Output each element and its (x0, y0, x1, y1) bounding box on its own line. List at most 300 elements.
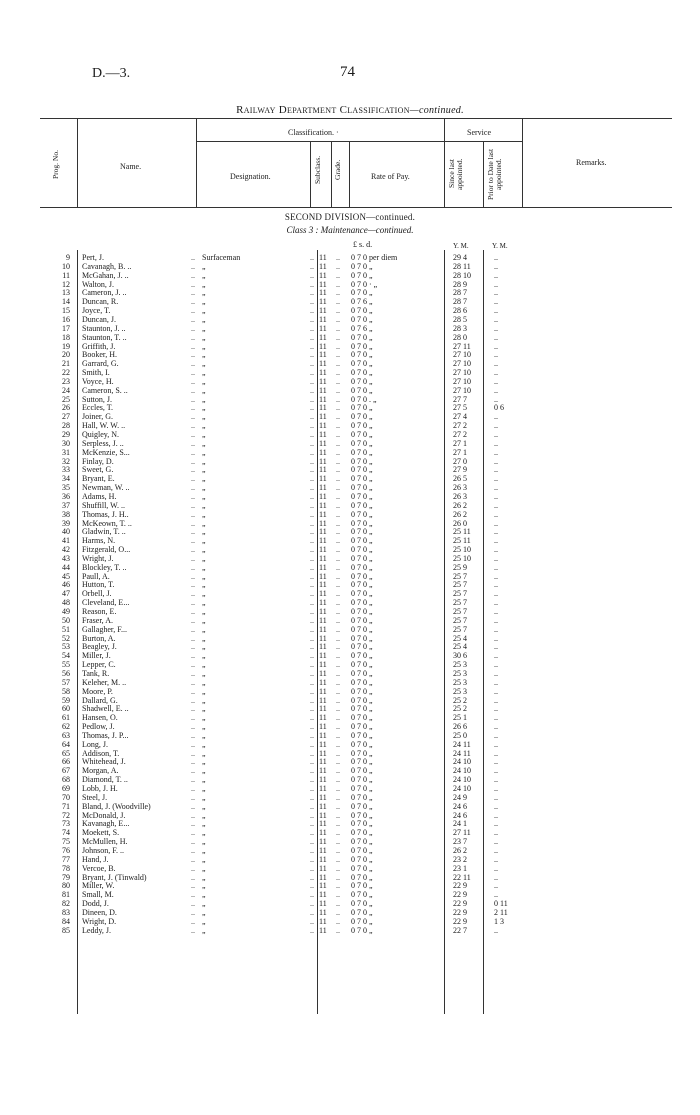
row-leader-dots: .. (191, 456, 195, 466)
row-service-prior: .. (494, 766, 498, 776)
row-prog-no: 31 (62, 447, 70, 457)
row-leader-dots: .. (310, 253, 314, 262)
row-designation: „ (202, 819, 206, 829)
row-leader-dots: .. (310, 350, 314, 360)
row-designation: „ (202, 580, 206, 590)
row-leader-dots: .. (191, 253, 195, 262)
row-subclass: 11 (319, 845, 327, 855)
row-name: Miller, W. (82, 881, 115, 891)
row-leader-dots: .. (310, 518, 314, 528)
row-leader-dots: .. (310, 279, 314, 289)
row-leader-dots: .. (191, 660, 195, 670)
money-units: £ s. d. (353, 240, 373, 249)
row-service-prior: .. (494, 633, 498, 643)
row-leader-dots: .. (191, 536, 195, 546)
row-prog-no: 67 (62, 766, 70, 776)
row-service-prior: .. (494, 810, 498, 820)
row-leader-dots: .. (310, 660, 314, 670)
row-service-since-last: 27 10 (453, 368, 471, 378)
row-leader-dots: .. (310, 722, 314, 732)
row-prog-no: 72 (62, 810, 70, 820)
row-leader-dots: .. (336, 332, 340, 342)
row-rate-of-pay: 0 7 0 „ (351, 801, 373, 811)
row-rate-of-pay: 0 7 0 „ (351, 483, 373, 493)
row-prog-no: 10 (62, 261, 70, 271)
row-prog-no: 63 (62, 730, 70, 740)
row-leader-dots: .. (310, 430, 314, 439)
row-service-prior: .. (494, 421, 498, 431)
row-subclass: 11 (319, 810, 327, 820)
row-service-prior: .. (494, 775, 498, 785)
row-leader-dots: .. (310, 907, 314, 917)
row-rate-of-pay: 0 7 0 „ (351, 739, 373, 749)
row-leader-dots: .. (336, 890, 340, 900)
row-name: Staunton, T. .. (82, 332, 127, 342)
row-subclass: 11 (319, 341, 327, 351)
row-name: Hansen, O. (82, 713, 118, 723)
row-designation: „ (202, 297, 206, 307)
row-leader-dots: .. (310, 562, 314, 572)
row-subclass: 11 (319, 306, 327, 316)
row-leader-dots: .. (336, 562, 340, 572)
row-subclass: 11 (319, 332, 327, 342)
row-leader-dots: .. (191, 828, 195, 838)
row-service-since-last: 24 10 (453, 784, 471, 793)
row-subclass: 11 (319, 553, 327, 563)
row-leader-dots: .. (336, 881, 340, 891)
row-service-since-last: 25 10 (453, 553, 471, 563)
row-name: McMullen, H. (82, 837, 128, 847)
row-leader-dots: .. (336, 350, 340, 360)
row-rate-of-pay: 0 7 0 „ (351, 748, 373, 758)
col-sep-8 (522, 118, 523, 208)
row-name: Fitzgerald, O... (82, 545, 131, 555)
row-name: Dineen, D. (82, 907, 117, 917)
row-designation: „ (202, 863, 206, 873)
row-service-prior: .. (494, 660, 498, 670)
row-designation: „ (202, 916, 206, 926)
row-service-since-last: 25 7 (453, 598, 467, 608)
row-service-since-last: 25 7 (453, 615, 467, 625)
row-service-since-last: 24 9 (453, 792, 467, 802)
row-subclass: 11 (319, 863, 327, 873)
row-prog-no: 65 (62, 748, 70, 758)
row-leader-dots: .. (191, 412, 195, 422)
row-prog-no: 55 (62, 660, 70, 670)
row-prog-no: 16 (62, 314, 70, 324)
row-service-prior: .. (494, 801, 498, 811)
row-rate-of-pay: 0 7 0 „ (351, 810, 373, 820)
row-leader-dots: .. (336, 722, 340, 732)
row-subclass: 11 (319, 730, 327, 740)
row-rate-of-pay: 0 7 0 „ (351, 270, 373, 280)
row-subclass: 11 (319, 642, 327, 652)
row-name: Beagley, J. (82, 642, 117, 652)
row-leader-dots: .. (191, 784, 195, 793)
row-leader-dots: .. (336, 730, 340, 740)
row-name: Addison, T. (82, 748, 120, 758)
row-designation: „ (202, 872, 206, 882)
row-leader-dots: .. (336, 385, 340, 395)
row-service-since-last: 30 6 (453, 651, 467, 661)
row-designation: „ (202, 270, 206, 280)
row-rate-of-pay: 0 7 0 „ (351, 686, 373, 696)
row-name: Cleveland, E... (82, 598, 130, 608)
row-subclass: 11 (319, 403, 327, 413)
row-designation: „ (202, 403, 206, 413)
row-prog-no: 82 (62, 899, 70, 909)
row-rate-of-pay: 0 7 0 „ (351, 792, 373, 802)
row-prog-no: 54 (62, 651, 70, 661)
row-name: Moore, P. (82, 686, 113, 696)
row-designation: „ (202, 881, 206, 891)
row-name: Duncan, R. (82, 297, 119, 307)
row-leader-dots: .. (191, 500, 195, 510)
row-subclass: 11 (319, 359, 327, 369)
row-prog-no: 21 (62, 359, 70, 369)
row-service-prior: .. (494, 474, 498, 484)
row-service-since-last: 28 3 (453, 323, 467, 333)
row-service-since-last: 22 11 (453, 872, 471, 882)
row-leader-dots: .. (310, 739, 314, 749)
row-service-since-last: 25 10 (453, 545, 471, 555)
row-leader-dots: .. (336, 907, 340, 917)
row-subclass: 11 (319, 509, 327, 519)
row-service-prior: .. (494, 651, 498, 661)
row-subclass: 11 (319, 456, 327, 466)
row-name: McKenzie, S... (82, 447, 130, 457)
row-designation: „ (202, 854, 206, 864)
row-designation: „ (202, 607, 206, 616)
row-name: Garrard, G. (82, 359, 119, 369)
row-leader-dots: .. (191, 491, 195, 501)
row-prog-no: 40 (62, 527, 70, 537)
col-header-classification: Classification. · (288, 128, 339, 137)
row-designation: „ (202, 509, 206, 519)
row-designation: „ (202, 642, 206, 652)
row-leader-dots: .. (336, 695, 340, 705)
row-name: Fraser, A. (82, 615, 114, 625)
row-designation: „ (202, 483, 206, 493)
row-designation: „ (202, 474, 206, 484)
row-service-since-last: 22 9 (453, 907, 467, 917)
row-rate-of-pay: 0 7 0 „ (351, 757, 373, 767)
row-subclass: 11 (319, 695, 327, 705)
row-subclass: 11 (319, 518, 327, 528)
row-name: Thomas, J. H.. (82, 509, 129, 519)
page-title-suffix: —continued. (409, 105, 464, 116)
row-leader-dots: .. (310, 819, 314, 829)
row-service-since-last: 27 1 (453, 438, 467, 448)
row-service-since-last: 24 6 (453, 810, 467, 820)
row-subclass: 11 (319, 651, 327, 661)
row-rate-of-pay: 0 7 0 „ (351, 854, 373, 864)
row-name: Burton, A. (82, 633, 116, 643)
row-subclass: 11 (319, 376, 327, 386)
row-prog-no: 81 (62, 890, 70, 900)
row-leader-dots: .. (191, 368, 195, 378)
row-leader-dots: .. (336, 872, 340, 882)
row-rate-of-pay: 0 7 0 „ (351, 828, 373, 838)
row-rate-of-pay: 0 7 0 „ (351, 907, 373, 917)
row-leader-dots: .. (310, 668, 314, 678)
row-subclass: 11 (319, 589, 327, 599)
row-leader-dots: .. (191, 571, 195, 581)
class-heading: Class 3 : Maintenance—continued. (286, 225, 414, 235)
row-designation: „ (202, 801, 206, 811)
row-service-prior: .. (494, 438, 498, 448)
row-service-since-last: 28 7 (453, 297, 467, 307)
row-rate-of-pay: 0 7 0 „ (351, 925, 373, 935)
row-leader-dots: .. (336, 314, 340, 324)
row-service-since-last: 26 2 (453, 509, 467, 519)
row-leader-dots: .. (191, 474, 195, 484)
row-service-since-last: 23 1 (453, 863, 467, 873)
row-service-prior: .. (494, 359, 498, 369)
row-leader-dots: .. (191, 385, 195, 395)
document-reference: D.—3. (92, 66, 131, 81)
row-service-since-last: 27 9 (453, 465, 467, 475)
row-service-since-last: 26 3 (453, 483, 467, 493)
row-name: Sweet, G. (82, 465, 114, 475)
row-service-prior: .. (494, 456, 498, 466)
row-service-since-last: 25 7 (453, 571, 467, 581)
row-prog-no: 74 (62, 828, 70, 838)
row-leader-dots: .. (336, 598, 340, 608)
row-leader-dots: .. (191, 509, 195, 519)
row-leader-dots: .. (336, 925, 340, 935)
row-designation: „ (202, 306, 206, 316)
row-service-prior: .. (494, 509, 498, 519)
row-subclass: 11 (319, 757, 327, 767)
row-prog-no: 41 (62, 536, 70, 546)
row-subclass: 11 (319, 571, 327, 581)
row-prog-no: 47 (62, 589, 70, 599)
row-subclass: 11 (319, 545, 327, 555)
row-leader-dots: .. (191, 819, 195, 829)
row-leader-dots: .. (336, 739, 340, 749)
row-rate-of-pay: 0 7 0 „ (351, 288, 373, 298)
row-leader-dots: .. (336, 837, 340, 847)
row-leader-dots: .. (191, 872, 195, 882)
row-designation: „ (202, 899, 206, 909)
row-name: Staunton, J. .. (82, 323, 126, 333)
row-leader-dots: .. (336, 545, 340, 555)
row-leader-dots: .. (191, 642, 195, 652)
row-leader-dots: .. (191, 686, 195, 696)
row-rate-of-pay: 0 7 0 „ (351, 775, 373, 785)
row-prog-no: 62 (62, 722, 70, 732)
row-rate-of-pay: 0 7 0 „ (351, 589, 373, 599)
row-prog-no: 48 (62, 598, 70, 608)
row-leader-dots: .. (336, 607, 340, 616)
row-subclass: 11 (319, 314, 327, 324)
row-prog-no: 58 (62, 686, 70, 696)
row-name: Paull, A. (82, 571, 110, 581)
row-service-since-last: 27 10 (453, 385, 471, 395)
row-name: Lobb, J. H. (82, 784, 118, 793)
row-leader-dots: .. (310, 536, 314, 546)
row-leader-dots: .. (336, 438, 340, 448)
row-leader-dots: .. (336, 775, 340, 785)
row-leader-dots: .. (191, 297, 195, 307)
row-service-since-last: 24 10 (453, 766, 471, 776)
row-designation: „ (202, 695, 206, 705)
row-designation: „ (202, 438, 206, 448)
row-service-since-last: 22 9 (453, 881, 467, 891)
row-leader-dots: .. (191, 810, 195, 820)
row-prog-no: 70 (62, 792, 70, 802)
row-leader-dots: .. (336, 553, 340, 563)
row-service-prior: .. (494, 350, 498, 360)
row-prog-no: 56 (62, 668, 70, 678)
row-designation: „ (202, 261, 206, 271)
row-leader-dots: .. (191, 801, 195, 811)
row-subclass: 11 (319, 598, 327, 608)
row-leader-dots: .. (310, 881, 314, 891)
row-service-prior: .. (494, 890, 498, 900)
row-service-since-last: 24 11 (453, 739, 471, 749)
row-leader-dots: .. (310, 925, 314, 935)
row-prog-no: 23 (62, 376, 70, 386)
row-leader-dots: .. (336, 660, 340, 670)
row-name: Tank, R. (82, 668, 110, 678)
row-service-prior: .. (494, 624, 498, 634)
row-subclass: 11 (319, 385, 327, 395)
row-prog-no: 52 (62, 633, 70, 643)
row-name: Gladwin, T. .. (82, 527, 126, 537)
row-service-prior: 0 6 (494, 403, 504, 413)
row-service-since-last: 27 11 (453, 341, 471, 351)
row-leader-dots: .. (310, 651, 314, 661)
row-subclass: 11 (319, 253, 327, 262)
row-name: Bland, J. (Woodville) (82, 801, 151, 811)
row-leader-dots: .. (336, 412, 340, 422)
row-designation: „ (202, 359, 206, 369)
row-rate-of-pay: 0 7 0 „ (351, 430, 373, 439)
row-designation: „ (202, 527, 206, 537)
row-service-prior: .. (494, 757, 498, 767)
row-rate-of-pay: 0 7 0 „ (351, 412, 373, 422)
col-header-since-last: Since last appointed. (447, 158, 464, 190)
row-leader-dots: .. (336, 819, 340, 829)
row-subclass: 11 (319, 447, 327, 457)
row-service-prior: .. (494, 730, 498, 740)
row-leader-dots: .. (191, 695, 195, 705)
row-leader-dots: .. (336, 615, 340, 625)
row-service-since-last: 23 2 (453, 854, 467, 864)
row-subclass: 11 (319, 881, 327, 891)
row-designation: „ (202, 412, 206, 422)
row-leader-dots: .. (191, 651, 195, 661)
row-service-prior: .. (494, 704, 498, 714)
row-prog-no: 19 (62, 341, 70, 351)
row-leader-dots: .. (310, 270, 314, 280)
row-prog-no: 50 (62, 615, 70, 625)
row-service-prior: .. (494, 828, 498, 838)
row-leader-dots: .. (336, 288, 340, 298)
row-leader-dots: .. (191, 332, 195, 342)
row-leader-dots: .. (336, 854, 340, 864)
row-prog-no: 42 (62, 545, 70, 555)
row-prog-no: 44 (62, 562, 70, 572)
row-subclass: 11 (319, 500, 327, 510)
row-leader-dots: .. (336, 916, 340, 926)
row-leader-dots: .. (336, 403, 340, 413)
row-leader-dots: .. (191, 323, 195, 333)
row-leader-dots: .. (310, 837, 314, 847)
row-leader-dots: .. (310, 598, 314, 608)
row-leader-dots: .. (336, 704, 340, 714)
row-leader-dots: .. (336, 863, 340, 873)
row-designation: „ (202, 651, 206, 661)
row-service-since-last: 28 0 (453, 332, 467, 342)
row-service-since-last: 27 2 (453, 430, 467, 439)
row-name: Cameron, S. .. (82, 385, 128, 395)
row-service-since-last: 25 3 (453, 668, 467, 678)
row-rate-of-pay: 0 7 0 „ (351, 553, 373, 563)
row-designation: „ (202, 447, 206, 457)
row-leader-dots: .. (310, 403, 314, 413)
row-service-since-last: 23 7 (453, 837, 467, 847)
row-service-since-last: 22 9 (453, 899, 467, 909)
row-subclass: 11 (319, 775, 327, 785)
row-leader-dots: .. (310, 394, 314, 404)
row-leader-dots: .. (310, 677, 314, 687)
row-subclass: 11 (319, 527, 327, 537)
row-name: Harms, N. (82, 536, 116, 546)
row-prog-no: 71 (62, 801, 70, 811)
row-leader-dots: .. (336, 491, 340, 501)
row-subclass: 11 (319, 828, 327, 838)
row-designation: „ (202, 456, 206, 466)
col-header-prog-no: Prog. No. (51, 150, 60, 180)
row-rate-of-pay: 0 7 0 „ (351, 465, 373, 475)
row-designation: „ (202, 385, 206, 395)
row-service-prior: .. (494, 792, 498, 802)
row-service-since-last: 22 9 (453, 890, 467, 900)
row-service-prior: .. (494, 491, 498, 501)
row-name: Cavanagh, B. .. (82, 261, 132, 271)
row-name: Dallard, G. (82, 695, 118, 705)
col-sep-1 (77, 118, 78, 208)
row-subclass: 11 (319, 368, 327, 378)
row-service-since-last: 25 0 (453, 730, 467, 740)
row-subclass: 11 (319, 633, 327, 643)
row-leader-dots: .. (191, 775, 195, 785)
col-sep-2 (196, 118, 197, 208)
row-prog-no: 33 (62, 465, 70, 475)
row-designation: „ (202, 925, 206, 935)
row-prog-no: 35 (62, 483, 70, 493)
row-leader-dots: .. (336, 359, 340, 369)
row-name: Small, M. (82, 890, 114, 900)
row-leader-dots: .. (191, 430, 195, 439)
row-leader-dots: .. (191, 722, 195, 732)
row-rate-of-pay: 0 7 0 „ (351, 403, 373, 413)
row-subclass: 11 (319, 766, 327, 776)
row-subclass: 11 (319, 925, 327, 935)
row-leader-dots: .. (310, 571, 314, 581)
row-service-prior: .. (494, 297, 498, 307)
row-leader-dots: .. (310, 306, 314, 316)
row-prog-no: 43 (62, 553, 70, 563)
row-leader-dots: .. (336, 810, 340, 820)
row-rate-of-pay: 0 7 0 „ (351, 784, 373, 793)
row-designation: „ (202, 704, 206, 714)
row-leader-dots: .. (191, 916, 195, 926)
row-subclass: 11 (319, 792, 327, 802)
